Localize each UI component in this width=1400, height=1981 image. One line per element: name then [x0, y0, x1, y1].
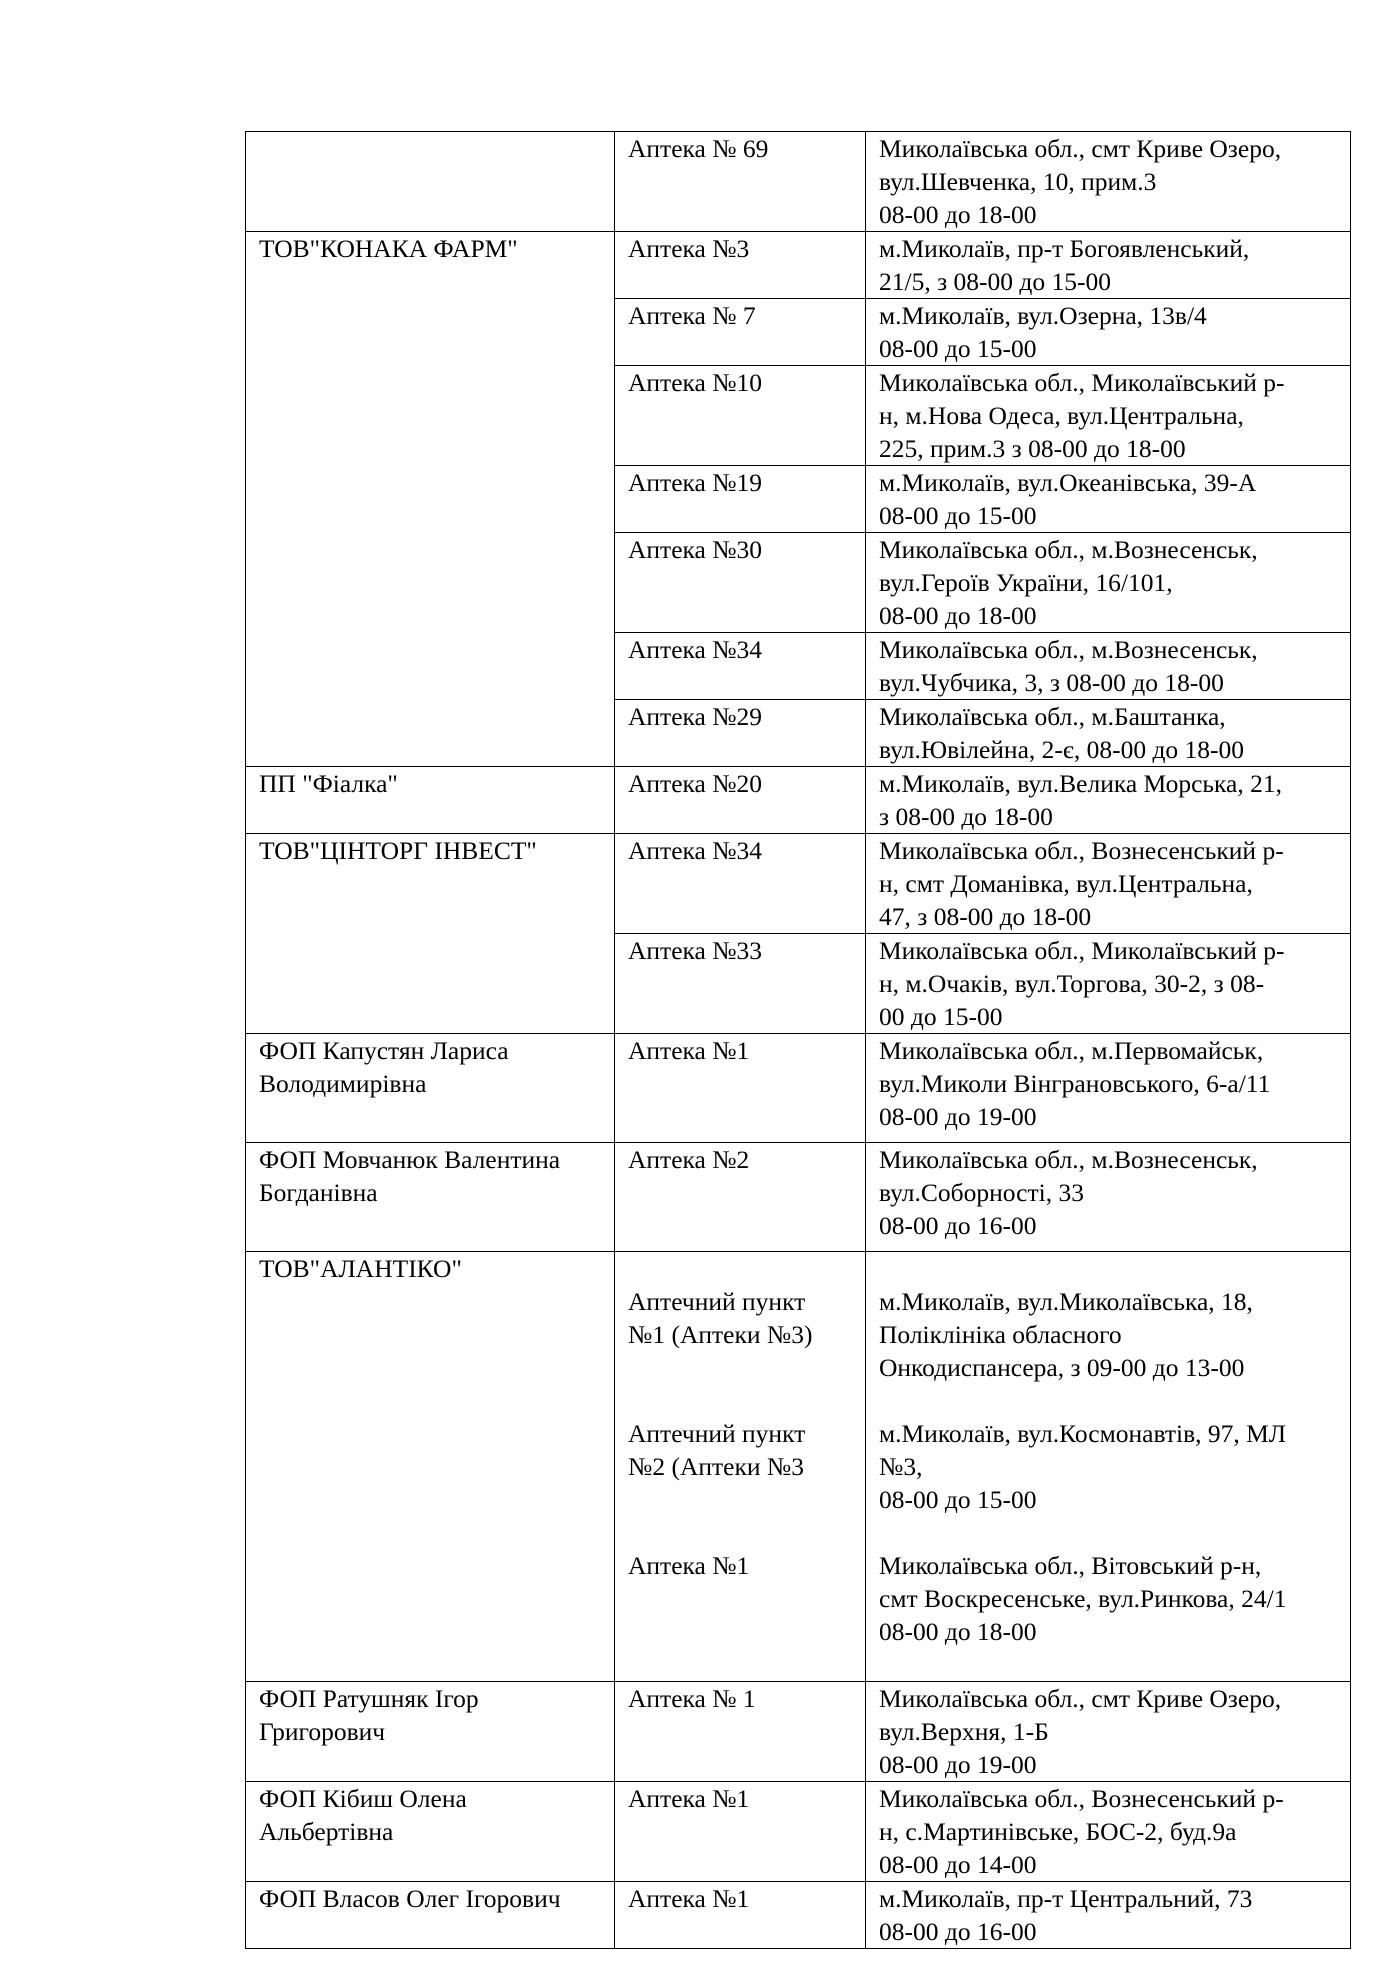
- address-hours-cell: Миколаївська обл., смт Криве Озеро, вул.Верхня, 1-Б 08-00 до 19-00: [866, 1682, 1351, 1782]
- address-hours-cell: Миколаївська обл., Вознесенський р- н, с.Мартинівське, БОС-2, буд.9а 08-00 до 14-00: [866, 1782, 1351, 1882]
- address-hours-cell: Миколаївська обл., м.Вознесенськ, вул.Героїв України, 16/101, 08-00 до 18-00: [866, 533, 1351, 633]
- address-hours-cell: м.Миколаїв, вул.Озерна, 13в/4 08-00 до 15-00: [866, 299, 1351, 366]
- organization-cell: ФОП Капустян Лариса Володимирівна: [246, 1034, 615, 1143]
- pharmacy-name-cell: Аптека №34: [615, 633, 866, 700]
- address-hours-cell: Миколаївська обл., Вознесенський р- н, смт Доманівка, вул.Центральна, 47, з 08-00 до 18-00: [866, 834, 1351, 934]
- address-hours-cell: Миколаївська обл., смт Криве Озеро, вул.Шевченка, 10, прим.3 08-00 до 18-00: [866, 132, 1351, 232]
- pharmacy-name-entry: Аптечний пункт №2 (Аптеки №3: [628, 1419, 806, 1481]
- pharmacy-name-cell: Аптека №20: [615, 767, 866, 834]
- pharmacy-table: [245, 131, 1351, 1949]
- address-hours-cell: м.Миколаїв, вул.Океанівська, 39-А 08-00 до 15-00: [866, 466, 1351, 533]
- organization-cell: ТОВ"ЦІНТОРГ ІНВЕСТ": [246, 834, 615, 1034]
- address-hours-cell: Миколаївська обл., м.Баштанка, вул.Ювілейна, 2-є, 08-00 до 18-00: [866, 700, 1351, 767]
- table-row: [246, 1034, 1351, 1143]
- address-hours-cell: Миколаївська обл., м.Вознесенськ, вул.Соборності, 33 08-00 до 16-00: [866, 1143, 1351, 1252]
- pharmacy-name-cell: Аптека №1: [615, 1782, 866, 1882]
- pharmacy-name-cell: Аптека №30: [615, 533, 866, 633]
- pharmacy-name-cell: Аптека №2: [615, 1143, 866, 1252]
- pharmacy-name-cell: Аптека №33: [615, 934, 866, 1034]
- pharmacy-name-entry: Аптека №1: [628, 1551, 750, 1580]
- pharmacy-name-cell: Аптека №19: [615, 466, 866, 533]
- table-row: [246, 834, 1351, 934]
- pharmacy-name-cell: Аптека № 7: [615, 299, 866, 366]
- address-entry: м.Миколаїв, вул.Миколаївська, 18, Поліклініка обласного Онкодиспансера, з 09-00 до 13-00: [879, 1287, 1253, 1382]
- pharmacy-name-cell: Аптека №29: [615, 700, 866, 767]
- organization-cell: ФОП Власов Олег Ігорович: [246, 1882, 615, 1949]
- address-entry: м.Миколаїв, вул.Космонавтів, 97, МЛ №3, 08-00 до 15-00: [879, 1419, 1287, 1514]
- pharmacy-name-cell: Аптека №3: [615, 232, 866, 299]
- organization-cell: ФОП Ратушняк Ігор Григорович: [246, 1682, 615, 1782]
- table-row: [246, 1143, 1351, 1252]
- table-row: [246, 1882, 1351, 1949]
- table-row: [246, 1252, 1351, 1682]
- address-hours-cell: Миколаївська обл., Миколаївський р- н, м.Нова Одеса, вул.Центральна, 225, прим.3 з 08-00 до 18-00: [866, 366, 1351, 466]
- table-row: [246, 1782, 1351, 1882]
- pharmacy-name-cell: Аптека №1: [615, 1034, 866, 1143]
- organization-cell: ФОП Кібиш Олена Альбертівна: [246, 1782, 615, 1882]
- pharmacy-name-entry: Аптечний пункт №1 (Аптеки №3): [628, 1287, 813, 1349]
- address-hours-cell: [866, 1252, 1351, 1682]
- address-hours-cell: м.Миколаїв, пр-т Богоявленський, 21/5, з 08-00 до 15-00: [866, 232, 1351, 299]
- table-row: [246, 132, 1351, 232]
- organization-cell: ФОП Мовчанюк Валентина Богданівна: [246, 1143, 615, 1252]
- address-hours-cell: Миколаївська обл., Миколаївський р- н, м.Очаків, вул.Торгова, 30-2, з 08- 00 до 15-00: [866, 934, 1351, 1034]
- pharmacy-name-cell: Аптека № 1: [615, 1682, 866, 1782]
- table-row: [246, 1682, 1351, 1782]
- address-hours-cell: м.Миколаїв, вул.Велика Морська, 21, з 08-00 до 18-00: [866, 767, 1351, 834]
- pharmacy-name-cell: Аптека №1: [615, 1882, 866, 1949]
- address-hours-cell: Миколаївська обл., м.Первомайськ, вул.Миколи Вінграновського, 6-а/11 08-00 до 19-00: [866, 1034, 1351, 1143]
- pharmacy-name-cell: [615, 1252, 866, 1682]
- address-entry: Миколаївська обл., Вітовський р-н, смт Воскресенське, вул.Ринкова, 24/1 08-00 до 18-00: [879, 1551, 1287, 1646]
- pharmacy-name-cell: Аптека №10: [615, 366, 866, 466]
- address-hours-cell: Миколаївська обл., м.Вознесенськ, вул.Чубчика, 3, з 08-00 до 18-00: [866, 633, 1351, 700]
- pharmacy-name-cell: Аптека № 69: [615, 132, 866, 232]
- organization-cell: [246, 132, 615, 232]
- organization-cell: ТОВ"АЛАНТІКО": [246, 1252, 615, 1682]
- organization-cell: ПП "Фіалка": [246, 767, 615, 834]
- address-hours-cell: м.Миколаїв, пр-т Центральний, 73 08-00 до 16-00: [866, 1882, 1351, 1949]
- table-row: [246, 767, 1351, 834]
- pharmacy-name-cell: Аптека №34: [615, 834, 866, 934]
- organization-cell: ТОВ"КОНАКА ФАРМ": [246, 232, 615, 767]
- table-row: [246, 232, 1351, 299]
